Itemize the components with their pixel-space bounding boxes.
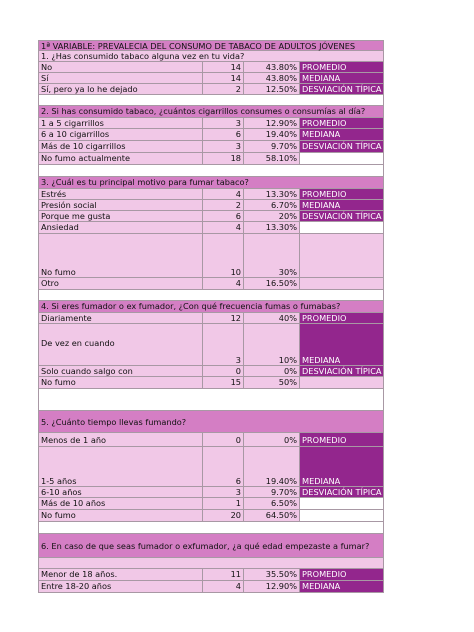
table-row <box>38 313 384 324</box>
answer-count-text: 10 <box>230 267 241 277</box>
answer-count[interactable]: 0 <box>203 366 244 377</box>
table-row <box>38 377 384 389</box>
answer-count[interactable]: 4 <box>203 222 244 234</box>
answer-pct[interactable]: 9.70% <box>244 141 300 153</box>
question-row <box>38 301 384 313</box>
answer-count[interactable]: 6 <box>203 129 244 141</box>
blank-cell[interactable] <box>300 222 384 234</box>
answer-count[interactable]: 6 <box>203 211 244 222</box>
stat-label[interactable]: PROMEDIO <box>300 118 384 129</box>
question-3[interactable]: 3. ¿Cuál es tu principal motivo para fumar tabaco? <box>38 177 384 189</box>
answer-count-text: 0 <box>235 434 241 445</box>
answer-pct[interactable]: 6.50% <box>244 498 300 510</box>
answer-count[interactable]: 12 <box>203 313 244 324</box>
table-row <box>38 84 384 95</box>
question-5-text: 5. ¿Cuánto tiempo llevas fumando? <box>41 416 187 427</box>
stat-label[interactable]: MEDIANA <box>300 73 384 84</box>
question-row <box>38 51 384 62</box>
answer-pct[interactable]: 43.80% <box>244 62 300 73</box>
stat-label[interactable]: DESVIACIÓN TÍPICA <box>300 366 384 377</box>
blank-row <box>38 558 384 569</box>
blank-cell[interactable] <box>300 153 384 165</box>
answer-label[interactable]: No fumo actualmente <box>38 153 203 165</box>
answer-label[interactable]: Diariamente <box>38 313 203 324</box>
table-row <box>38 324 384 366</box>
blank-cell[interactable] <box>38 558 384 569</box>
stat-label[interactable] <box>300 433 384 447</box>
blank-cell[interactable] <box>38 95 384 106</box>
question-row <box>38 106 384 118</box>
blank-row <box>38 95 384 106</box>
answer-pct[interactable]: 12.90% <box>244 581 300 593</box>
stat-label[interactable]: MEDIANA <box>300 581 384 593</box>
blank-cell[interactable] <box>38 522 384 534</box>
answer-pct[interactable]: 35.50% <box>244 569 300 581</box>
table-row <box>38 141 384 153</box>
table-row <box>38 153 384 165</box>
question-6-text: 6. En caso de que seas fumador o exfumador, ¿a qué edad empezaste a fumar? <box>41 540 370 551</box>
table-row <box>38 487 384 498</box>
answer-pct-text: 10% <box>278 355 297 365</box>
answer-count-text: 3 <box>235 355 241 365</box>
stat-label[interactable]: DESVIACIÓN TÍPICA <box>300 141 384 153</box>
answer-pct[interactable]: 64.50% <box>244 510 300 522</box>
answer-label-text: No fumo <box>41 267 76 277</box>
table-row <box>38 73 384 84</box>
answer-count[interactable]: 20 <box>203 510 244 522</box>
blank-cell[interactable] <box>38 389 384 411</box>
answer-pct[interactable]: 50% <box>244 377 300 389</box>
blank-row <box>38 522 384 534</box>
answer-count[interactable]: 1 <box>203 498 244 510</box>
blank-row <box>38 389 384 411</box>
question-2[interactable]: 2. Si has consumido tabaco, ¿cuántos cigarrillos consumes o consumías al día? <box>38 106 384 118</box>
table-row <box>38 581 384 593</box>
stat-label-text: MEDIANA <box>302 476 341 486</box>
table-row <box>38 366 384 377</box>
answer-label-text: 1-5 años <box>41 476 77 486</box>
answer-count[interactable]: 2 <box>203 84 244 95</box>
answer-count[interactable]: 14 <box>203 73 244 84</box>
answer-pct[interactable]: 13.30% <box>244 222 300 234</box>
answer-label[interactable]: Estrés <box>38 189 203 200</box>
answer-label[interactable]: Más de 10 cigarrillos <box>38 141 203 153</box>
stat-label[interactable]: PROMEDIO <box>300 189 384 200</box>
blank-row <box>38 290 384 301</box>
blank-cell[interactable] <box>38 165 384 177</box>
answer-count[interactable] <box>203 433 244 447</box>
answer-pct[interactable]: 6.70% <box>244 200 300 211</box>
answer-pct[interactable] <box>244 433 300 447</box>
stat-label[interactable]: DESVIACIÓN TÍPICA <box>300 487 384 498</box>
table-row <box>38 510 384 522</box>
answer-label[interactable]: No <box>38 62 203 73</box>
blank-cell[interactable] <box>300 498 384 510</box>
answer-count[interactable]: 15 <box>203 377 244 389</box>
stat-label[interactable] <box>300 324 384 366</box>
answer-count[interactable]: 3 <box>203 118 244 129</box>
table-row <box>38 569 384 581</box>
answer-label[interactable] <box>38 433 203 447</box>
blank-cell[interactable] <box>300 510 384 522</box>
stat-label[interactable]: MEDIANA <box>300 129 384 141</box>
answer-count[interactable] <box>203 447 244 487</box>
answer-label[interactable]: Ansiedad <box>38 222 203 234</box>
blank-cell[interactable] <box>300 234 384 278</box>
question-row <box>38 177 384 189</box>
answer-pct[interactable] <box>244 234 300 278</box>
question-row <box>38 534 384 558</box>
answer-label[interactable]: 1 a 5 cigarrillos <box>38 118 203 129</box>
answer-count[interactable]: 14 <box>203 62 244 73</box>
answer-label[interactable]: 6 a 10 cigarrillos <box>38 129 203 141</box>
answer-label-text: Menos de 1 año <box>41 434 107 445</box>
table-row <box>38 62 384 73</box>
stat-label[interactable] <box>300 447 384 487</box>
answer-pct[interactable]: 12.50% <box>244 84 300 95</box>
answer-label[interactable]: Solo cuando salgo con <box>38 366 203 377</box>
answer-label[interactable] <box>38 234 203 278</box>
answer-label[interactable]: Otro <box>38 278 203 290</box>
answer-pct[interactable]: 20% <box>244 211 300 222</box>
answer-pct[interactable]: 58.10% <box>244 153 300 165</box>
answer-label[interactable]: Sí, pero ya lo he dejado <box>38 84 203 95</box>
answer-label[interactable]: Sí <box>38 73 203 84</box>
answer-label[interactable]: Presión social <box>38 200 203 211</box>
stat-label[interactable]: PROMEDIO <box>300 62 384 73</box>
sheet-title[interactable]: 1ª VARIABLE: PREVALECIA DEL CONSUMO DE TABACO DE ADULTOS JÓVENES <box>38 40 384 51</box>
table-row <box>38 211 384 222</box>
answer-pct[interactable]: 0% <box>244 366 300 377</box>
answer-count[interactable]: 3 <box>203 487 244 498</box>
answer-count[interactable]: 4 <box>203 581 244 593</box>
answer-count[interactable]: 11 <box>203 569 244 581</box>
answer-count[interactable]: 4 <box>203 278 244 290</box>
table-row <box>38 222 384 234</box>
answer-count-text: 6 <box>235 476 241 486</box>
answer-pct[interactable] <box>244 324 300 366</box>
stat-label[interactable]: PROMEDIO <box>300 313 384 324</box>
table-row <box>38 200 384 211</box>
question-6[interactable] <box>38 534 384 558</box>
answer-count[interactable]: 3 <box>203 141 244 153</box>
table-row <box>38 118 384 129</box>
answer-label[interactable]: Entre 18-20 años <box>38 581 203 593</box>
blank-cell[interactable] <box>38 290 384 301</box>
stat-label[interactable]: DESVIACIÓN TÍPICA <box>300 211 384 222</box>
table-row <box>38 433 384 447</box>
question-4[interactable]: 4. Si eres fumador o ex fumador, ¿Con qué frecuencia fumas o fumabas? <box>38 301 384 313</box>
answer-pct[interactable]: 43.80% <box>244 73 300 84</box>
answer-label[interactable]: Más de 10 años <box>38 498 203 510</box>
table-row <box>38 498 384 510</box>
question-1[interactable]: 1. ¿Has consumido tabaco alguna vez en tu vida? <box>38 51 384 62</box>
answer-label-text: De vez en cuando <box>41 338 115 348</box>
blank-cell[interactable] <box>300 278 384 290</box>
answer-label[interactable]: 6-10 años <box>38 487 203 498</box>
answer-count[interactable]: 18 <box>203 153 244 165</box>
stat-label[interactable]: PROMEDIO <box>300 569 384 581</box>
table-row <box>38 234 384 278</box>
answer-label[interactable]: Menor de 18 años. <box>38 569 203 581</box>
stat-label[interactable]: MEDIANA <box>300 200 384 211</box>
stat-label-text: MEDIANA <box>302 355 341 365</box>
answer-count[interactable] <box>203 234 244 278</box>
question-row <box>38 411 384 433</box>
answer-pct-text: 0% <box>284 434 297 445</box>
blank-row <box>38 165 384 177</box>
answer-label[interactable]: No fumo <box>38 510 203 522</box>
answer-pct[interactable]: 40% <box>244 313 300 324</box>
stat-label[interactable]: DESVIACIÓN TÍPICA <box>300 84 384 95</box>
answer-count[interactable]: 4 <box>203 189 244 200</box>
answer-count[interactable] <box>203 324 244 366</box>
answer-pct-text: 30% <box>278 267 297 277</box>
blank-cell[interactable] <box>300 377 384 389</box>
title-row <box>38 40 384 51</box>
answer-pct-text: 19.40% <box>265 476 297 486</box>
table-row <box>38 129 384 141</box>
stat-label-text: PROMEDIO <box>302 434 347 445</box>
table-row <box>38 189 384 200</box>
answer-label[interactable]: Porque me gusta <box>38 211 203 222</box>
answer-pct[interactable]: 19.40% <box>244 129 300 141</box>
answer-count[interactable]: 2 <box>203 200 244 211</box>
table-row <box>38 447 384 487</box>
answer-label[interactable]: No fumo <box>38 377 203 389</box>
answer-pct[interactable] <box>244 447 300 487</box>
answer-label[interactable] <box>38 447 203 487</box>
answer-pct[interactable]: 13.30% <box>244 189 300 200</box>
answer-label[interactable] <box>38 324 203 366</box>
answer-pct[interactable]: 9.70% <box>244 487 300 498</box>
answer-pct[interactable]: 16.50% <box>244 278 300 290</box>
spreadsheet <box>38 40 384 593</box>
question-5[interactable] <box>38 411 384 433</box>
table-row <box>38 278 384 290</box>
answer-pct[interactable]: 12.90% <box>244 118 300 129</box>
